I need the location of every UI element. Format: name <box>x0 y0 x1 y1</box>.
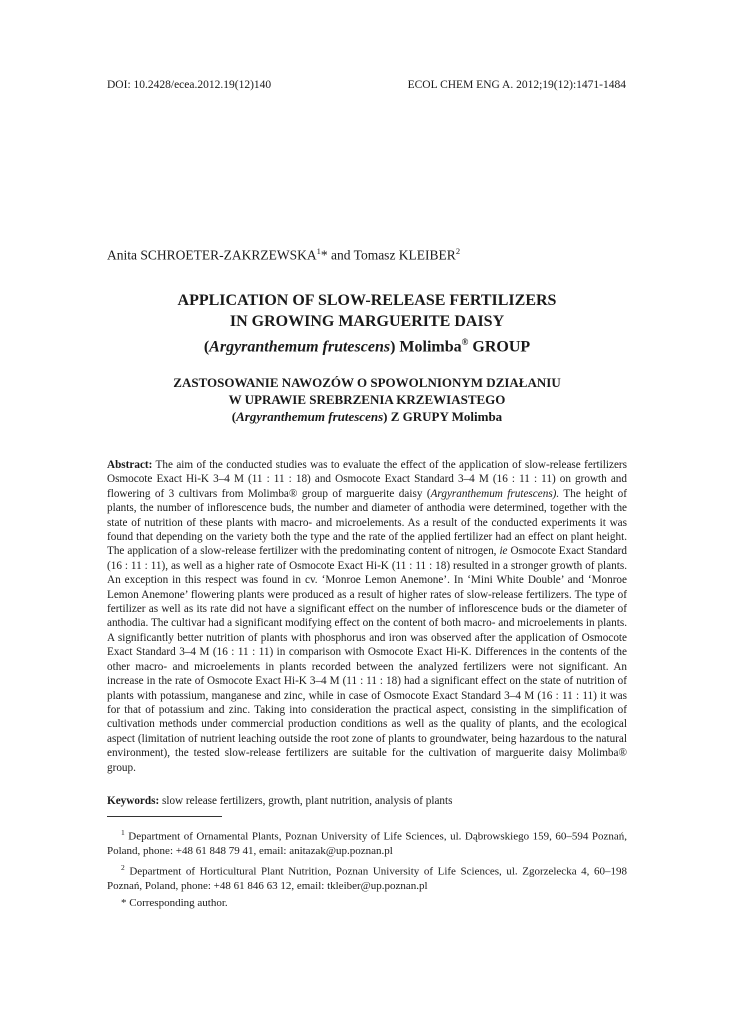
abstract-text-3: Osmocote Exact Standard (16 : 11 : 11), as well as a higher rate of Osmocote Exact Hi-K (11 : 11 : 18) resulted in a stronger growth of plants. An exception in this respect was found in cv. ‘Monroe Lemon Anemone’. In ‘Mini White Double’ and ‘Monroe Lemon Anemone’ flowering plants were produced as a result of higher rates of slow-release fertilizers. The type of fertilizer as well as its rate did not have a significant effect on the number of inflorescence buds or the diameter of anthodia. The cultivar had a significant modifying effect on the content of both macro- and microelements in plants. A significantly better nutrition of plants with phosphorus and iron was observed after the application of Osmocote Exact Standard 3–4 M (16 : 11 : 11) in comparison with Osmocote Exact Hi-K. Differences in the contents of the other macro- and microelements in plants recorded between the analyzed fertilizers were not significant. An increase in the rate of Osmocote Exact Hi-K 3–4 M (11 : 11 : 18) had a significant effect on the state of nutrition of plants with potassium, manganese and zinc, while in case of Osmocote Exact Standard 3–4 M (16 : 11 : 11) it was for that of potassium and zinc. Taking into consideration the practical aspect, consisting in the simplification of cultivation methods under commercial production conditions as well as the quality of plants, and the ecological aspect (limitation of nutrient leaching outside the root zone of plants to groundwater, being hazardous to the natural environment), the tested slow-release fertilizers are suitable for the cultivation of marguerite daisy Molimba® group. <box>107 545 627 774</box>
abstract-species: Argyranthemum frutescens). <box>430 487 560 500</box>
paren-open: ( <box>231 409 237 424</box>
abstract <box>107 458 627 775</box>
keywords-label: Keywords: <box>107 795 160 807</box>
footnote-2-mark: 2 <box>121 863 125 872</box>
author-1: Anita SCHROETER-ZAKRZEWSKA <box>107 247 317 263</box>
species-name: Argyranthemum frutescens <box>236 409 384 424</box>
species-name: Argyranthemum frutescens <box>209 338 391 356</box>
title-pl-line-1: ZASTOSOWANIE NAWOZÓW O SPOWOLNIONYM DZIAŁANIU <box>173 375 561 390</box>
authors-line <box>107 243 460 264</box>
footnote-1 <box>107 826 627 858</box>
authors-and: and <box>331 247 351 263</box>
abstract-text-2: The height of plants, the number of inflorescence buds, the number and diameter of anthodia were determined, together with the state of nutrition of these plants with macro- and microelements. As a result of the conducted experiments it was found that depending on the variety both the type and the rate of the applied fertilizer had an effect on plant height. The application of a slow-release fertilizer with the predominating content of nitrogen, <box>107 487 627 558</box>
keywords <box>107 794 627 808</box>
title-en-line-3 <box>107 332 627 357</box>
paren-open: ( <box>203 338 210 356</box>
footnote-3-text: * Corresponding author. <box>121 897 228 909</box>
footnote-2-text: Department of Horticultural Plant Nutrition, Poznan University of Life Sciences, ul. Zgorzelecka 4, 60–198 Poznań, Poland, phone: +48 61 846 63 12, email: tkleiber@up.poznan.pl <box>107 865 627 893</box>
keywords-text: slow release fertilizers, growth, plant nutrition, analysis of plants <box>159 795 453 807</box>
title-en-molimba: ) Molimba <box>390 338 462 356</box>
footnote-rule <box>107 816 222 817</box>
author-2-affiliation: 2 <box>455 246 461 256</box>
title-en-line-1: APPLICATION OF SLOW-RELEASE FERTILIZERS <box>177 292 557 309</box>
footnote-corresponding <box>107 896 627 910</box>
doi: DOI: 10.2428/ecea.2012.19(12)140 <box>107 79 272 91</box>
corresponding-mark: * <box>320 247 328 263</box>
title-pl-line-2: W UPRAWIE SREBRZENIA KRZEWIASTEGO <box>228 392 506 407</box>
author-2: Tomasz KLEIBER <box>353 247 456 263</box>
abstract-label: Abstract: <box>107 459 153 471</box>
footnote-2 <box>107 861 627 893</box>
journal-citation: ECOL CHEM ENG A. 2012;19(12):1471-1484 <box>407 79 626 91</box>
footnote-1-text: Department of Ornamental Plants, Poznan University of Life Sciences, ul. Dąbrowskiego 159, 60–594 Poznań, Poland, phone: +48 61 848 79 41, email: anitazak@up.poznan.pl <box>107 830 627 858</box>
title-pl-line-3 <box>107 408 627 425</box>
abstract-ie: ie <box>499 545 508 558</box>
title-english <box>107 290 627 357</box>
footnote-1-mark: 1 <box>121 828 125 837</box>
title-en-group: GROUP <box>468 338 531 356</box>
title-en-line-2: IN GROWING MARGUERITE DAISY <box>229 313 505 330</box>
abstract-text-1: The aim of the conducted studies was to evaluate the effect of the application of slow-release fertilizers Osmocote Exact Hi-K 3–4 M (11 : 11 : 18) and Osmocote Exact Standard 3–4 M (16 : 11 : 11) on growth and flowering of 3 cultivars from Molimba® group of marguerite daisy ( <box>107 459 627 500</box>
title-pl-group: ) Z GRUPY Molimba <box>383 409 503 424</box>
author-1-affiliation: 1 <box>316 246 321 256</box>
title-polish <box>107 374 627 425</box>
registered-mark: ® <box>461 337 469 347</box>
